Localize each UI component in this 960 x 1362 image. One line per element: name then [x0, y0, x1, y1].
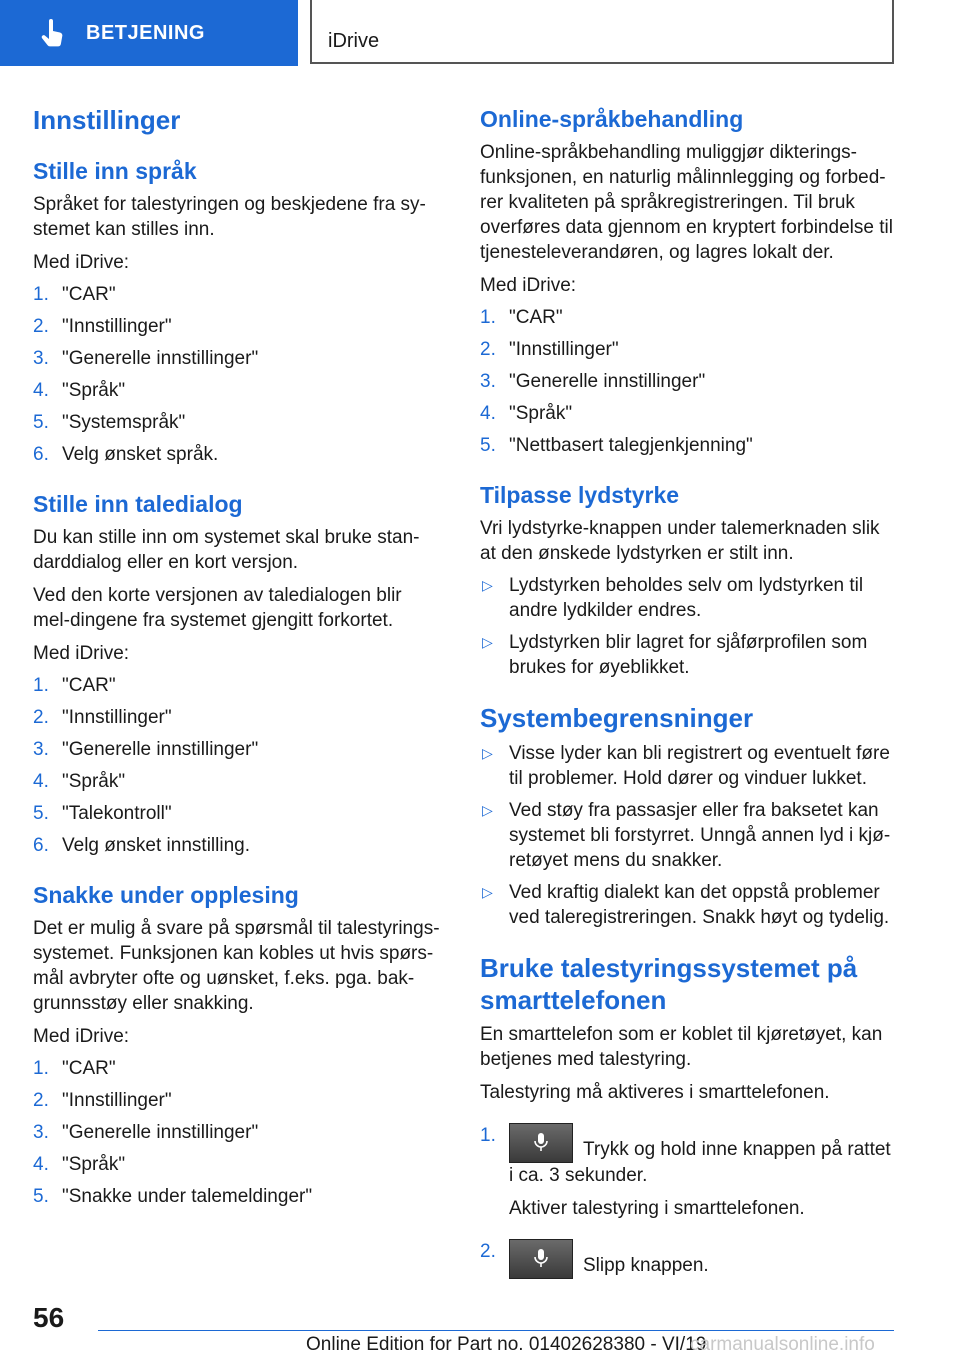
footer-divider — [98, 1330, 894, 1331]
paragraph: Med iDrive: — [33, 252, 130, 273]
hand-pointer-icon — [38, 18, 68, 48]
steps-list — [33, 673, 443, 858]
list-item: 5. "Talekontroll" — [33, 803, 172, 824]
list-item: 5. "Snakke under talemeldinger" — [33, 1186, 313, 1207]
list-item: ▷ Ved støy fra passasjer eller fra baksetet kan systemet bli forstyrret. Unngå annen lyd i kjø-retøyet mens du snakker. — [482, 800, 891, 871]
list-item: 3. "Generelle innstillinger" — [33, 348, 259, 369]
triangle-bullet-icon: ▷ — [482, 634, 493, 650]
voice-button-image — [509, 1123, 573, 1163]
chapter-box — [310, 0, 894, 64]
paragraph: Det er mulig å svare på spørsmål til talestyrings-systemet. Funksjonen kan kobles ut hvis spørs-mål avbryter ofte og uønsket, f.eks. pga. bak-grunnsstøy eller snakking. — [33, 918, 440, 1014]
steps-list — [480, 305, 900, 458]
list-item: 6. Velg ønsket innstilling. — [33, 835, 250, 856]
left-column — [33, 98, 443, 1209]
list-item: 2. "Innstillinger" — [33, 707, 172, 728]
page-title: Innstillinger — [33, 105, 181, 135]
edition-text: Online Edition for Part no. 01402628380 - VI/19 — [306, 1334, 707, 1355]
chapter-label: iDrive — [328, 30, 380, 52]
list-item: 1. "CAR" — [33, 284, 116, 305]
paragraph: Du kan stille inn om systemet skal bruke stan-darddialog eller en kort versjon. — [33, 527, 420, 573]
list-item: ▷ Lydstyrken beholdes selv om lydstyrken til andre lydkilder endres. — [482, 575, 864, 621]
list-item: 4. "Språk" — [480, 403, 573, 424]
list-item: 2. "Innstillinger" — [33, 1090, 172, 1111]
list-item: 1. Trykk og hold inne knappen på rattet i ca. 3 sekunder. Aktiver talestyring i smarttelefonen. — [480, 1123, 900, 1221]
list-item: 2. Slipp knappen. — [480, 1239, 900, 1279]
triangle-bullet-icon: ▷ — [482, 802, 493, 818]
bullet-list — [480, 741, 900, 930]
list-item: 2. "Innstillinger" — [480, 339, 619, 360]
heading-online-sprakbehandling: Online-språkbehandling — [480, 106, 744, 132]
paragraph: Ved den korte versjonen av taledialogen blir mel-dingene fra systemet gjengitt forkortet. — [33, 585, 402, 631]
list-item: ▷ Ved kraftig dialekt kan det oppstå problemer ved taleregistreringen. Snakk høyt og tydelig. — [482, 882, 890, 928]
list-item: 1. "CAR" — [33, 675, 116, 696]
heading-taledialog: Stille inn taledialog — [33, 491, 243, 517]
microphone-icon — [532, 1248, 550, 1270]
section-tab — [0, 0, 298, 66]
list-item: 4. "Språk" — [33, 380, 126, 401]
triangle-bullet-icon: ▷ — [482, 745, 493, 761]
triangle-bullet-icon: ▷ — [482, 884, 493, 900]
list-item: 2. "Innstillinger" — [33, 316, 172, 337]
paragraph: Med iDrive: — [480, 275, 577, 296]
list-item: 5. "Nettbasert talegjenkjenning" — [480, 435, 753, 456]
list-item: 5. "Systemspråk" — [33, 412, 186, 433]
list-item: 1. "CAR" — [480, 307, 563, 328]
microphone-icon — [532, 1132, 550, 1154]
list-item: ▷ Lydstyrken blir lagret for sjåførprofilen som brukes for øyeblikket. — [482, 632, 868, 678]
paragraph: Aktiver talestyring i smarttelefonen. — [509, 1198, 805, 1219]
bullet-list — [480, 573, 900, 680]
list-item: 3. "Generelle innstillinger" — [33, 1122, 259, 1143]
list-item: 4. "Språk" — [33, 771, 126, 792]
paragraph: En smarttelefon som er koblet til kjøretøyet, kan betjenes med talestyring. — [480, 1024, 883, 1070]
heading-snakke-under-opplesing: Snakke under opplesing — [33, 882, 299, 908]
watermark: carmanualsonline.info — [690, 1334, 875, 1355]
heading-smarttelefon: Bruke talestyringssystemet på smarttelefonen — [480, 953, 858, 1015]
heading-stille-inn-sprak: Stille inn språk — [33, 158, 197, 184]
heading-tilpasse-lydstyrke: Tilpasse lydstyrke — [480, 482, 680, 508]
paragraph: Språket for talestyringen og beskjedene fra sy-stemet kan stilles inn. — [33, 194, 426, 240]
section-label: BETJENING — [86, 21, 205, 44]
paragraph: Talestyring må aktiveres i smarttelefonen. — [480, 1082, 830, 1103]
steps-list — [33, 282, 443, 467]
list-item: 3. "Generelle innstillinger" — [33, 739, 259, 760]
page-number: 56 — [33, 1302, 65, 1333]
paragraph: Med iDrive: — [33, 643, 130, 664]
voice-button-image — [509, 1239, 573, 1279]
list-item: 6. Velg ønsket språk. — [33, 444, 219, 465]
list-item: ▷ Visse lyder kan bli registrert og eventuelt føre til problemer. Hold dører og vinduer lukket. — [482, 743, 890, 789]
paragraph: Vri lydstyrke-knappen under talemerknaden slik at den ønskede lydstyrken er stilt inn. — [480, 518, 880, 564]
steps-list — [480, 1123, 900, 1279]
triangle-bullet-icon: ▷ — [482, 577, 493, 593]
list-item: 4. "Språk" — [33, 1154, 126, 1175]
steps-list — [33, 1056, 443, 1209]
list-item: 1. "CAR" — [33, 1058, 116, 1079]
list-item: 3. "Generelle innstillinger" — [480, 371, 706, 392]
right-column — [480, 98, 900, 1279]
heading-systembegrensninger: Systembegrensninger — [480, 703, 754, 733]
paragraph: Med iDrive: — [33, 1026, 130, 1047]
paragraph: Online-språkbehandling muliggjør dikterings-funksjonen, en naturlig målinnlegging og forbed-rer kvaliteten på språkregistreringen. Til bruk overføres data gjennom en kryptert forbindelse til tjenesteleverandøren, og lagres lokalt der. — [480, 142, 893, 263]
